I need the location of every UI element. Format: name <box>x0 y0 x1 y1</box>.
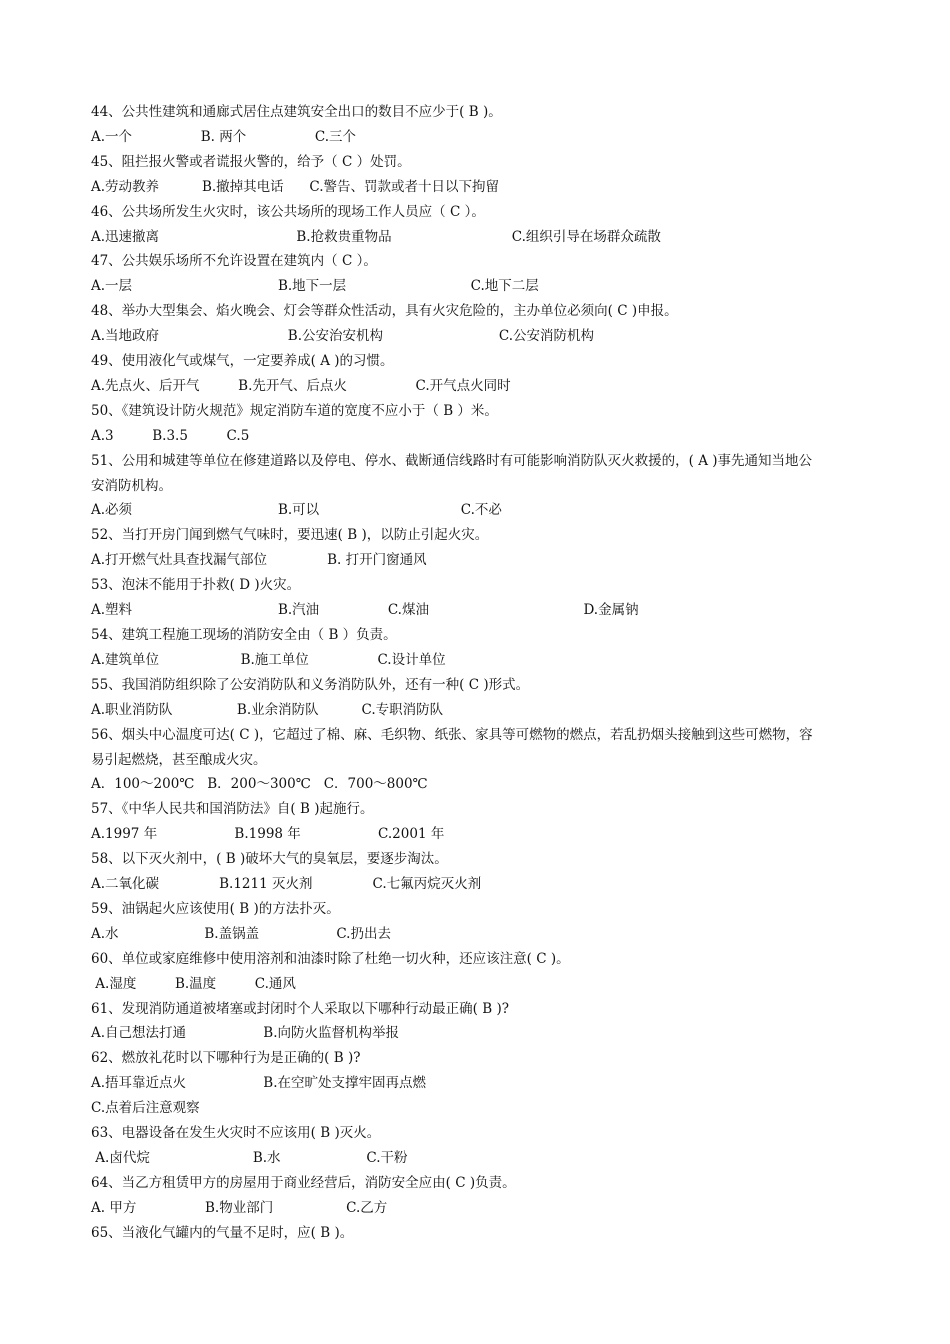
options-62-continued: C.点着后注意观察 <box>91 1100 200 1116</box>
options-44: A.一个 B. 两个 C.三个 <box>91 129 357 145</box>
options-58: A.二氧化碳 B.1211 灭火剂 C.七氟丙烷灭火剂 <box>91 876 482 892</box>
question-47: 47、公共娱乐场所不允许设置在建筑内（ C ）。 <box>91 253 377 269</box>
question-53: 53、泡沫不能用于扑救( D )火灾。 <box>91 577 301 593</box>
options-56: A．100～200℃ B．200～300℃ C．700～800℃ <box>91 776 428 792</box>
options-55: A.职业消防队 B.业余消防队 C.专职消防队 <box>91 702 444 718</box>
question-64: 64、当乙方租赁甲方的房屋用于商业经营后，消防安全应由( C )负责。 <box>91 1175 516 1191</box>
question-62: 62、燃放礼花时以下哪种行为是正确的( B )? <box>91 1050 361 1066</box>
options-52: A.打开燃气灶具查找漏气部位 B. 打开门窗通风 <box>91 552 427 568</box>
options-57: A.1997 年 B.1998 年 C.2001 年 <box>91 826 445 842</box>
question-46: 46、公共场所发生火灾时，该公共场所的现场工作人员应（ C ）。 <box>91 204 485 220</box>
options-54: A.建筑单位 B.施工单位 C.设计单位 <box>91 652 446 668</box>
question-59: 59、油锅起火应该使用( B )的方法扑灭。 <box>91 901 340 917</box>
options-49: A.先点火、后开气 B.先开气、后点火 C.开气点火同时 <box>91 378 511 394</box>
question-56-continued: 易引起燃烧，甚至酿成火灾。 <box>91 752 267 768</box>
question-51-continued: 安消防机构。 <box>91 478 172 494</box>
options-45: A.劳动教养 B.撤掉其电话 C.警告、罚款或者十日以下拘留 <box>91 179 500 195</box>
options-60: A.湿度 B.温度 C.通风 <box>91 976 296 992</box>
options-62: A.捂耳靠近点火 B.在空旷处支撑牢固再点燃 <box>91 1075 426 1091</box>
question-51: 51、公用和城建等单位在修建道路以及停电、停水、截断通信线路时有可能影响消防队灭火救援的，( A )事先通知当地公 <box>91 453 813 469</box>
question-56: 56、烟头中心温度可达( C )，它超过了棉、麻、毛织物、纸张、家具等可燃物的燃点，若乱扔烟头接触到这些可燃物，容 <box>91 727 813 743</box>
options-51: A.必须 B.可以 C.不必 <box>91 502 502 518</box>
question-58: 58、以下灭火剂中，( B )破坏大气的臭氧层，要逐步淘汰。 <box>91 851 448 867</box>
options-46: A.迅速撤离 B.抢救贵重物品 C.组织引导在场群众疏散 <box>91 229 661 245</box>
question-61: 61、发现消防通道被堵塞或封闭时个人采取以下哪种行动最正确( B )? <box>91 1001 509 1017</box>
question-50: 50、《建筑设计防火规范》规定消防车道的宽度不应小于（ B ）米。 <box>91 403 498 419</box>
options-50: A.3 B.3.5 C.5 <box>91 428 250 444</box>
question-45: 45、阻拦报火警或者谎报火警的，给予（ C ）处罚。 <box>91 154 411 170</box>
options-47: A.一层 B.地下一层 C.地下二层 <box>91 278 539 294</box>
question-49: 49、使用液化气或煤气，一定要养成( A )的习惯。 <box>91 353 394 369</box>
options-53: A.塑料 B.汽油 C.煤油 D.金属钠 <box>91 602 639 618</box>
question-57: 57、《中华人民共和国消防法》自( B )起施行。 <box>91 801 374 817</box>
options-61: A.自己想法打通 B.向防火监督机构举报 <box>91 1025 399 1041</box>
options-64: A. 甲方 B.物业部门 C.乙方 <box>91 1200 388 1216</box>
question-65: 65、当液化气罐内的气量不足时，应( B )。 <box>91 1225 354 1241</box>
options-48: A.当地政府 B.公安治安机构 C.公安消防机构 <box>91 328 594 344</box>
question-60: 60、单位或家庭维修中使用溶剂和油漆时除了杜绝一切火种，还应该注意( C )。 <box>91 951 570 967</box>
question-55: 55、我国消防组织除了公安消防队和义务消防队外，还有一种( C )形式。 <box>91 677 530 693</box>
question-63: 63、电器设备在发生火灾时不应该用( B )灭火。 <box>91 1125 381 1141</box>
question-48: 48、举办大型集会、焰火晚会、灯会等群众性活动，具有火灾危险的，主办单位必须向( C )申报。 <box>91 303 678 319</box>
question-52: 52、当打开房门闻到燃气气味时，要迅速( B )，以防止引起火灾。 <box>91 527 489 543</box>
options-63: A.卤代烷 B.水 C.干粉 <box>91 1150 408 1166</box>
question-54: 54、建筑工程施工现场的消防安全由（ B ）负责。 <box>91 627 397 643</box>
question-44: 44、公共性建筑和通廊式居住点建筑安全出口的数目不应少于( B )。 <box>91 104 502 120</box>
options-59: A.水 B.盖锅盖 C.扔出去 <box>91 926 391 942</box>
